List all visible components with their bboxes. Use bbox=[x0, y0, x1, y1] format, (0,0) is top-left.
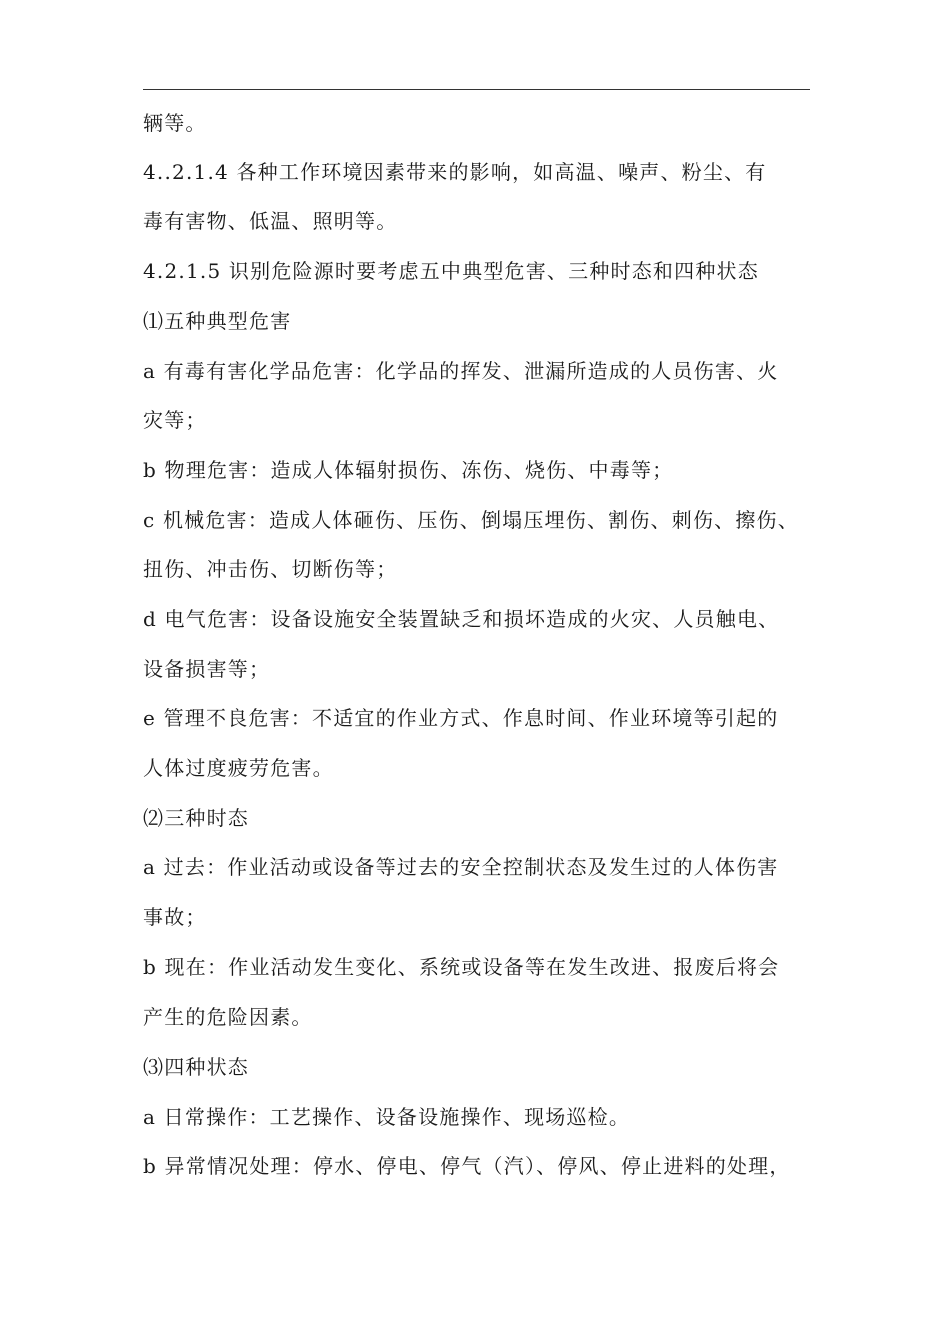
subsection-heading: ⑴五种典型危害 bbox=[143, 309, 292, 333]
text-line: 4..2.1.4 各种工作环境因素带来的影响，如高温、噪声、粉尘、有 bbox=[143, 160, 767, 184]
text-line: 毒有害物、低温、照明等。 bbox=[143, 209, 398, 233]
text-line: 产生的危险因素。 bbox=[143, 1005, 313, 1029]
text-line: 辆等。 bbox=[143, 111, 207, 135]
subsection-heading: ⑶四种状态 bbox=[143, 1055, 249, 1079]
list-item: b 现在：作业活动发生变化、系统或设备等在发生改进、报废后将会 bbox=[143, 955, 780, 979]
list-item: c 机械危害：造成人体砸伤、压伤、倒塌压埋伤、割伤、刺伤、擦伤、 bbox=[143, 508, 799, 532]
list-item: b 异常情况处理：停水、停电、停气（汽）、停风、停止进料的处理， bbox=[143, 1154, 791, 1178]
text-line: 设备损害等； bbox=[143, 657, 271, 681]
text-line: 扭伤、冲击伤、切断伤等； bbox=[143, 557, 398, 581]
list-item: d 电气危害：设备设施安全装置缺乏和损坏造成的火灾、人员触电、 bbox=[143, 607, 780, 631]
text-line: 人体过度疲劳危害。 bbox=[143, 756, 334, 780]
list-item: b 物理危害：造成人体辐射损伤、冻伤、烧伤、中毒等； bbox=[143, 458, 674, 482]
section-heading: 4.2.1.5 识别危险源时要考虑五中典型危害、三种时态和四种状态 bbox=[143, 259, 759, 283]
list-item: a 日常操作：工艺操作、设备设施操作、现场巡检。 bbox=[143, 1105, 631, 1129]
subsection-heading: ⑵三种时态 bbox=[143, 806, 249, 830]
header-rule bbox=[143, 89, 810, 90]
list-item: e 管理不良危害：不适宜的作业方式、作息时间、作业环境等引起的 bbox=[143, 706, 779, 730]
text-line: 灾等； bbox=[143, 408, 207, 432]
list-item: a 过去：作业活动或设备等过去的安全控制状态及发生过的人体伤害 bbox=[143, 855, 779, 879]
text-line: 事故； bbox=[143, 905, 207, 929]
list-item: a 有毒有害化学品危害：化学品的挥发、泄漏所造成的人员伤害、火 bbox=[143, 359, 779, 383]
